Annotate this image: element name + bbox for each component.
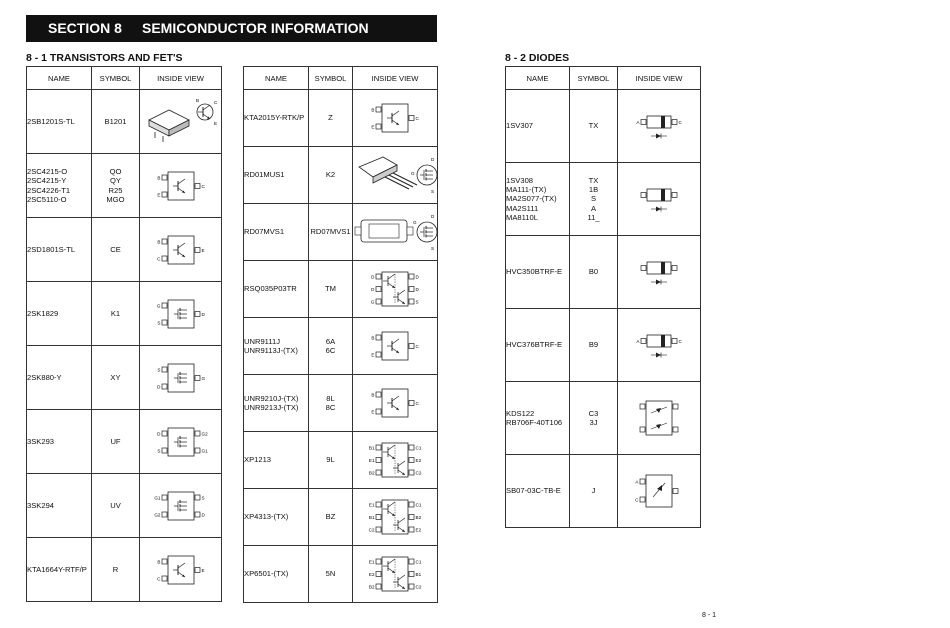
table-row bbox=[244, 546, 438, 603]
diode-sm-diagram bbox=[618, 236, 701, 309]
svg-text:B2: B2 bbox=[368, 470, 375, 476]
svg-text:B: B bbox=[156, 174, 160, 180]
name-header: NAME bbox=[506, 67, 570, 90]
svg-text:E2: E2 bbox=[415, 527, 422, 533]
diode-sm-diagram bbox=[618, 90, 701, 163]
svg-text:C: C bbox=[678, 119, 682, 125]
page-number: 8 - 1 bbox=[702, 612, 717, 619]
darlington-diagram bbox=[140, 218, 222, 282]
symbol-header: SYMBOL bbox=[309, 67, 353, 90]
part-symbol: K1 bbox=[92, 282, 140, 346]
symbol-header: SYMBOL bbox=[92, 67, 140, 90]
svg-text:G2: G2 bbox=[153, 511, 160, 517]
svg-text:D: D bbox=[371, 286, 375, 292]
diode-sm-diagram bbox=[618, 163, 701, 236]
svg-text:G1: G1 bbox=[201, 447, 208, 453]
part-name: 2SB1201S-TL bbox=[27, 90, 92, 154]
part-name: 1SV308 MA111-(TX) MA2S077-(TX) MA2S111 MA8110L bbox=[506, 163, 570, 236]
diode-sm-diagram bbox=[618, 309, 701, 382]
svg-text:G1: G1 bbox=[153, 494, 160, 500]
table-row bbox=[244, 204, 438, 261]
dualgate-fet-diagram bbox=[140, 410, 222, 474]
svg-text:D: D bbox=[431, 214, 435, 219]
svg-text:S: S bbox=[431, 246, 435, 251]
diode-table bbox=[505, 66, 701, 528]
part-symbol: C3 3J bbox=[570, 382, 618, 455]
digital-transistor-diagram bbox=[353, 375, 438, 432]
name-header: NAME bbox=[244, 67, 309, 90]
part-name: RD01MUS1 bbox=[244, 147, 309, 204]
svg-text:C: C bbox=[156, 575, 160, 581]
part-name: RD07MVS1 bbox=[244, 204, 309, 261]
part-symbol: 5N bbox=[309, 546, 353, 603]
part-name: UNR9111J UNR9113J-(TX) bbox=[244, 318, 309, 375]
part-symbol: 6A 6C bbox=[309, 318, 353, 375]
table-row bbox=[27, 90, 222, 154]
table-row bbox=[506, 90, 701, 163]
diodes-heading: 8 - 2 DIODES bbox=[505, 52, 570, 64]
svg-text:D: D bbox=[415, 274, 419, 280]
table-row bbox=[506, 382, 701, 455]
part-symbol: TM bbox=[309, 261, 353, 318]
table-row bbox=[244, 432, 438, 489]
part-name: 3SK293 bbox=[27, 410, 92, 474]
svg-text:C2: C2 bbox=[368, 527, 375, 533]
svg-text:C: C bbox=[678, 338, 682, 344]
part-name: RSQ035P03TR bbox=[244, 261, 309, 318]
svg-text:C: C bbox=[415, 115, 419, 121]
table-header-row bbox=[506, 67, 701, 90]
rf-mosfet-to220-diagram bbox=[353, 147, 438, 204]
symbol-header: SYMBOL bbox=[570, 67, 618, 90]
part-name: KTA2015Y-RTK/P bbox=[244, 90, 309, 147]
transistor-3pin-b-diagram bbox=[140, 538, 222, 602]
svg-text:E: E bbox=[156, 191, 160, 197]
svg-text:G: G bbox=[370, 299, 375, 305]
part-name: KDS122 RB706F-40T106 bbox=[506, 382, 570, 455]
svg-text:D: D bbox=[156, 383, 160, 389]
svg-text:B1: B1 bbox=[368, 514, 375, 520]
transistor-table-left bbox=[26, 66, 222, 602]
table-row bbox=[27, 218, 222, 282]
table-row bbox=[244, 261, 438, 318]
part-symbol: QO QY R25 MGO bbox=[92, 154, 140, 218]
svg-text:S: S bbox=[431, 189, 435, 194]
svg-text:S: S bbox=[156, 366, 160, 372]
svg-text:C: C bbox=[201, 183, 205, 189]
svg-text:D: D bbox=[201, 511, 205, 517]
svg-text:B: B bbox=[371, 335, 375, 341]
table-row bbox=[506, 309, 701, 382]
part-symbol: XY bbox=[92, 346, 140, 410]
table-row bbox=[27, 346, 222, 410]
part-name: 2SD1801S-TL bbox=[27, 218, 92, 282]
table-row bbox=[506, 163, 701, 236]
part-name: XP4313-(TX) bbox=[244, 489, 309, 546]
table-row bbox=[244, 375, 438, 432]
svg-text:C2: C2 bbox=[415, 584, 422, 590]
svg-text:B: B bbox=[371, 107, 375, 113]
part-symbol: Z bbox=[309, 90, 353, 147]
svg-text:B1: B1 bbox=[415, 571, 422, 577]
svg-text:D: D bbox=[156, 430, 160, 436]
svg-text:C1: C1 bbox=[415, 502, 422, 508]
svg-text:S: S bbox=[156, 319, 160, 325]
svg-text:D: D bbox=[371, 274, 375, 280]
dual-diode-diagram bbox=[618, 382, 701, 455]
part-name: HVC350BTRF-E bbox=[506, 236, 570, 309]
svg-text:E: E bbox=[371, 124, 375, 130]
table-header-row bbox=[244, 67, 438, 90]
svg-text:C2: C2 bbox=[415, 470, 422, 476]
view-header: INSIDE VIEW bbox=[618, 67, 701, 90]
part-symbol: R bbox=[92, 538, 140, 602]
svg-text:E1: E1 bbox=[368, 457, 375, 463]
svg-text:E: E bbox=[371, 409, 375, 415]
part-name: KTA1664Y-RTF/P bbox=[27, 538, 92, 602]
table-row bbox=[27, 474, 222, 538]
svg-text:B1: B1 bbox=[368, 445, 375, 451]
dualgate-fet-2-diagram bbox=[140, 474, 222, 538]
svg-text:E1: E1 bbox=[368, 559, 375, 565]
table-row bbox=[27, 410, 222, 474]
svg-text:D: D bbox=[431, 157, 435, 162]
part-name: 2SC4215-O 2SC4215-Y 2SC4226-T1 2SC5110-O bbox=[27, 154, 92, 218]
part-symbol: RD07MVS1 bbox=[309, 204, 353, 261]
dual-transistor-diagram bbox=[353, 489, 438, 546]
table-row bbox=[244, 147, 438, 204]
part-name: XP1213 bbox=[244, 432, 309, 489]
power-transistor-diagram bbox=[140, 90, 222, 154]
svg-text:A: A bbox=[636, 338, 640, 344]
part-symbol: K2 bbox=[309, 147, 353, 204]
transistor-table-right bbox=[243, 66, 438, 603]
digital-transistor-diagram bbox=[353, 318, 438, 375]
rf-mosfet-flat-diagram bbox=[353, 204, 438, 261]
part-symbol: TX 1B S A 11_ bbox=[570, 163, 618, 236]
svg-text:E: E bbox=[201, 247, 205, 253]
part-name: 2SK1829 bbox=[27, 282, 92, 346]
table-row bbox=[244, 489, 438, 546]
svg-text:E: E bbox=[201, 567, 205, 573]
table-header-row bbox=[27, 67, 222, 90]
svg-text:E: E bbox=[213, 120, 217, 126]
part-symbol: B1201 bbox=[92, 90, 140, 154]
svg-text:C: C bbox=[415, 343, 419, 349]
section-banner bbox=[26, 15, 437, 42]
part-symbol: BZ bbox=[309, 489, 353, 546]
svg-text:S: S bbox=[415, 299, 419, 305]
svg-text:G: G bbox=[413, 220, 417, 225]
fet-3pin-diagram bbox=[140, 282, 222, 346]
table-row bbox=[244, 90, 438, 147]
part-symbol: CE bbox=[92, 218, 140, 282]
svg-text:B2: B2 bbox=[368, 584, 375, 590]
transistors-heading: 8 - 1 TRANSISTORS AND FET'S bbox=[26, 52, 183, 64]
dual-transistor-diagram bbox=[353, 546, 438, 603]
part-name: HVC376BTRF-E bbox=[506, 309, 570, 382]
svg-text:E2: E2 bbox=[415, 457, 422, 463]
svg-text:S: S bbox=[201, 494, 205, 500]
part-symbol: 9L bbox=[309, 432, 353, 489]
part-symbol: UV bbox=[92, 474, 140, 538]
svg-text:B: B bbox=[371, 392, 375, 398]
svg-text:G: G bbox=[201, 375, 205, 381]
svg-text:E: E bbox=[371, 352, 375, 358]
svg-text:B: B bbox=[156, 558, 160, 564]
svg-text:A: A bbox=[635, 479, 639, 485]
view-header: INSIDE VIEW bbox=[140, 67, 222, 90]
mosfet-6pin-diagram bbox=[353, 261, 438, 318]
table-row bbox=[27, 282, 222, 346]
section-number: SECTION 8 bbox=[48, 20, 122, 36]
svg-text:C: C bbox=[156, 255, 160, 261]
svg-text:D: D bbox=[415, 286, 419, 292]
section-title: SEMICONDUCTOR INFORMATION bbox=[142, 20, 369, 36]
table-row bbox=[244, 318, 438, 375]
part-name: XP6501-(TX) bbox=[244, 546, 309, 603]
part-symbol: B0 bbox=[570, 236, 618, 309]
part-name: 1SV307 bbox=[506, 90, 570, 163]
transistor-3pin-diagram bbox=[353, 90, 438, 147]
dual-transistor-diagram bbox=[353, 432, 438, 489]
schottky-3pin-diagram bbox=[618, 455, 701, 528]
svg-text:G2: G2 bbox=[201, 430, 208, 436]
jfet-3pin-diagram bbox=[140, 346, 222, 410]
part-symbol: J bbox=[570, 455, 618, 528]
svg-text:C: C bbox=[635, 497, 639, 503]
svg-text:G: G bbox=[411, 171, 415, 176]
svg-text:B: B bbox=[195, 97, 199, 103]
part-symbol: B9 bbox=[570, 309, 618, 382]
svg-text:B2: B2 bbox=[415, 514, 422, 520]
svg-text:E2: E2 bbox=[368, 571, 375, 577]
svg-text:C: C bbox=[213, 99, 217, 105]
svg-text:C: C bbox=[415, 400, 419, 406]
table-row bbox=[27, 538, 222, 602]
part-name: 3SK294 bbox=[27, 474, 92, 538]
part-symbol: 8L 8C bbox=[309, 375, 353, 432]
part-name: UNR9210J-(TX) UNR9213J-(TX) bbox=[244, 375, 309, 432]
svg-text:C1: C1 bbox=[415, 445, 422, 451]
part-symbol: UF bbox=[92, 410, 140, 474]
table-row bbox=[506, 455, 701, 528]
part-name: 2SK880-Y bbox=[27, 346, 92, 410]
name-header: NAME bbox=[27, 67, 92, 90]
svg-text:S: S bbox=[156, 447, 160, 453]
svg-text:A: A bbox=[636, 119, 640, 125]
svg-text:E1: E1 bbox=[368, 502, 375, 508]
transistor-3pin-diagram bbox=[140, 154, 222, 218]
part-symbol: TX bbox=[570, 90, 618, 163]
svg-text:G: G bbox=[156, 302, 160, 308]
table-row bbox=[27, 154, 222, 218]
part-name: SB07-03C-TB-E bbox=[506, 455, 570, 528]
svg-text:D: D bbox=[201, 311, 205, 317]
table-row bbox=[506, 236, 701, 309]
svg-text:C1: C1 bbox=[415, 559, 422, 565]
svg-text:B: B bbox=[156, 238, 160, 244]
view-header: INSIDE VIEW bbox=[353, 67, 438, 90]
